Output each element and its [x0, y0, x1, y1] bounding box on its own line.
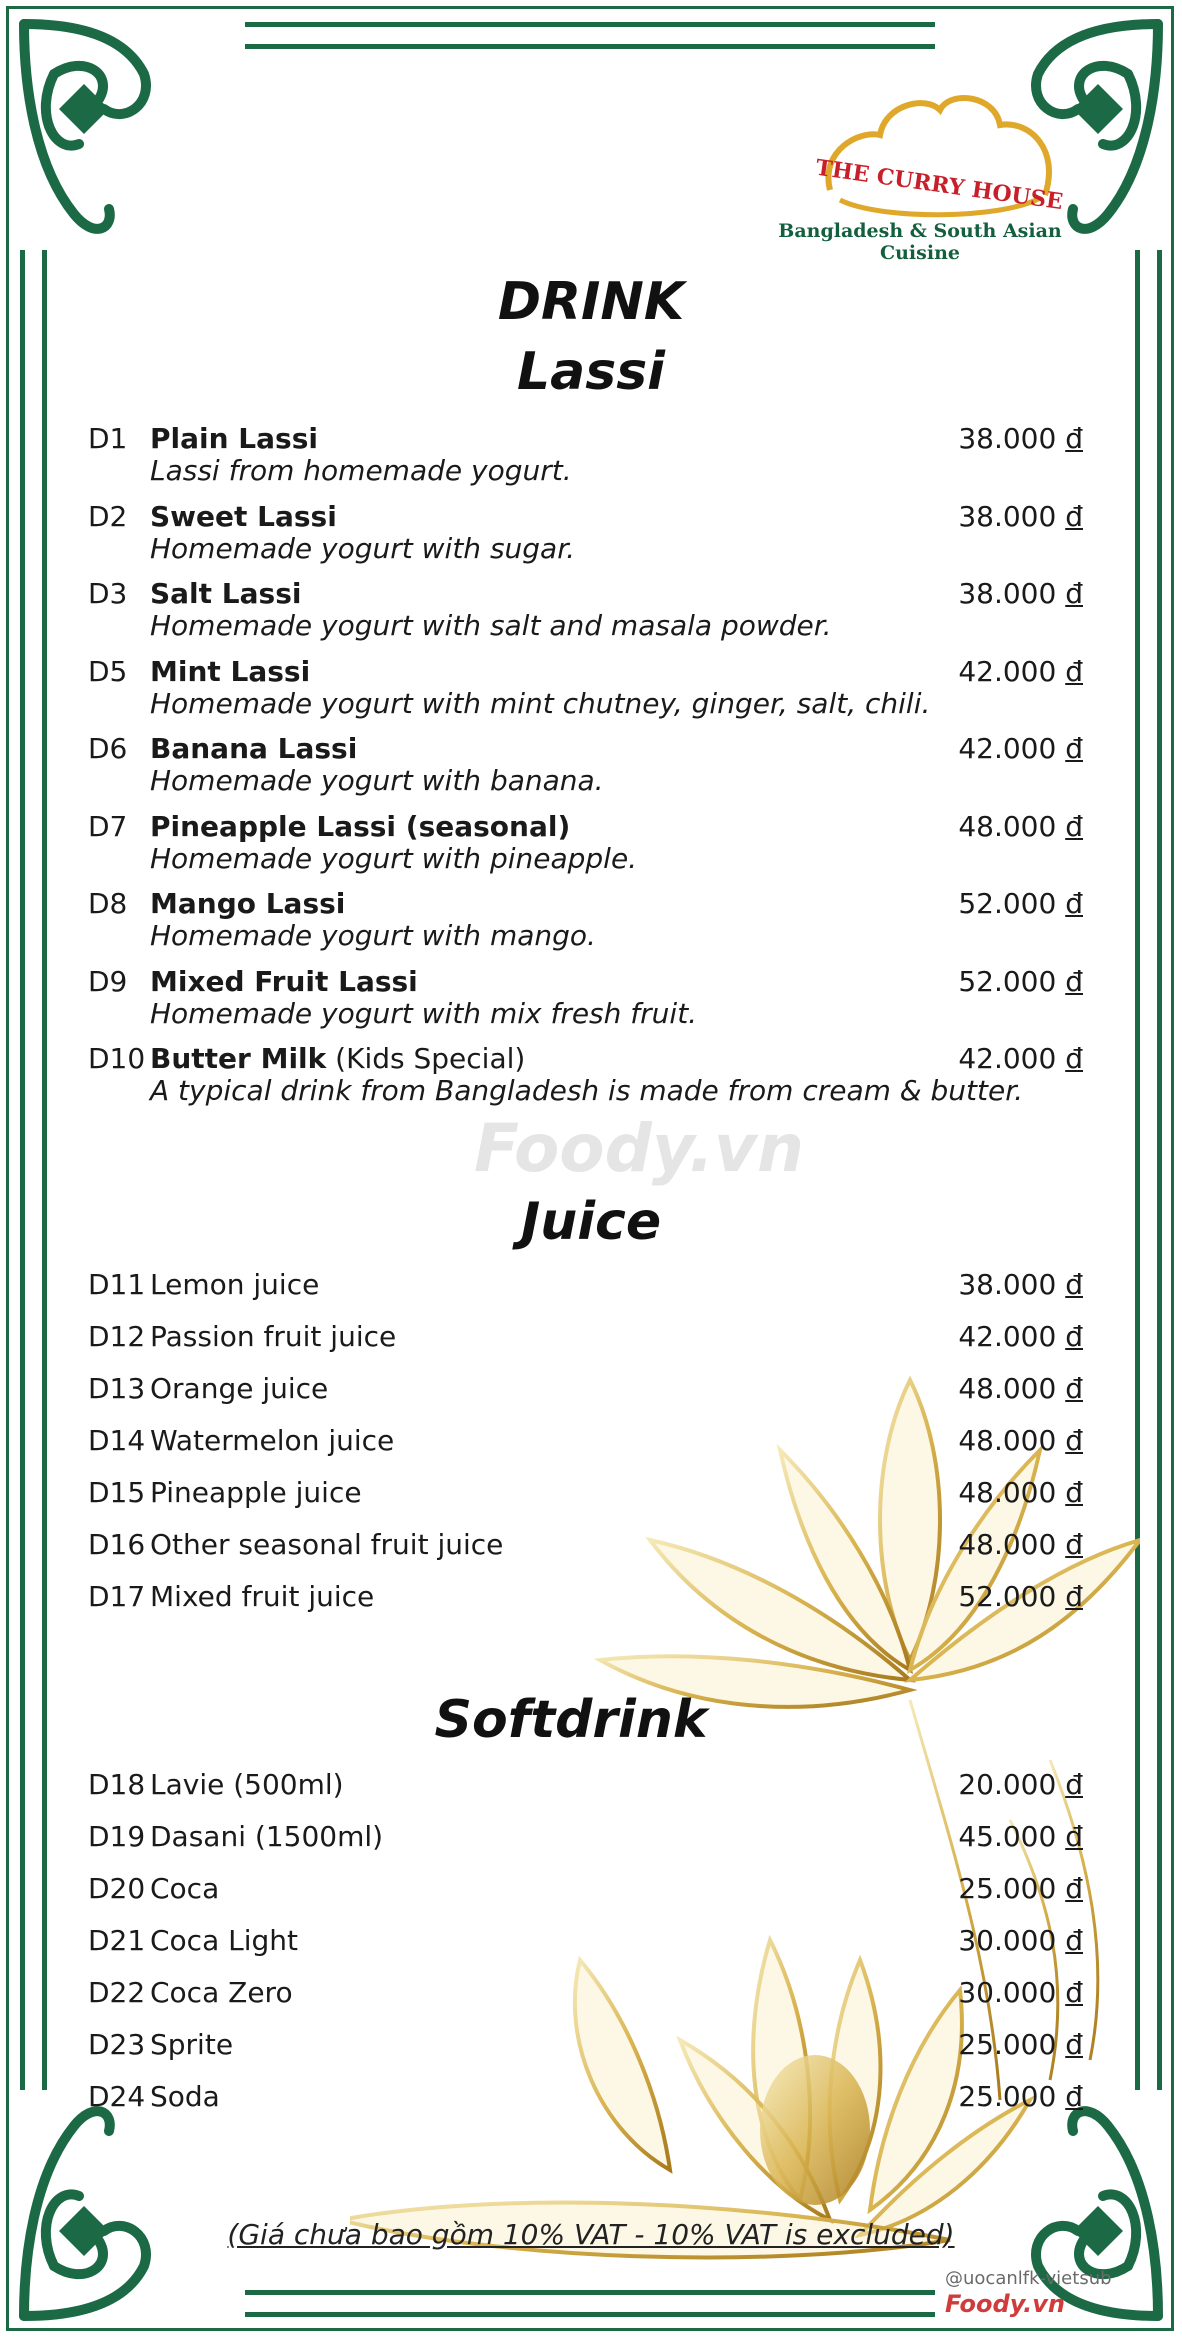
currency-symbol: đ — [1065, 1820, 1083, 1853]
item-name-line — [150, 1872, 219, 1905]
item-name-extra: (Kids Special) — [326, 1042, 526, 1075]
item-price — [958, 1424, 1083, 1457]
item-price-value: 48.000 — [958, 809, 1057, 843]
item-description: Homemade yogurt with sugar. — [150, 531, 576, 565]
item-name: Salt Lassi — [150, 577, 302, 610]
item-price-value: 20.000 — [958, 1768, 1057, 1801]
item-name: Dasani (1500ml) — [150, 1820, 384, 1853]
currency-symbol: đ — [1065, 1424, 1083, 1457]
item-price-value: 38.000 — [958, 422, 1057, 455]
item-price — [958, 1320, 1083, 1353]
currency-symbol: đ — [1065, 2028, 1083, 2061]
currency-symbol: đ — [1065, 422, 1083, 455]
item-name-line — [150, 1320, 396, 1353]
item-name-line — [150, 2080, 220, 2113]
item-code: D24 — [88, 2080, 146, 2113]
item-name: Sweet Lassi — [150, 499, 337, 533]
currency-symbol: đ — [1065, 1476, 1083, 1509]
item-price-value: 48.000 — [958, 1528, 1057, 1561]
item-name: Sprite — [150, 2028, 234, 2061]
currency-symbol: đ — [1065, 1976, 1083, 2009]
item-price — [958, 1768, 1083, 1801]
item-code: D2 — [88, 499, 128, 533]
menu-item — [88, 1528, 1083, 1568]
item-name: Orange juice — [150, 1372, 329, 1405]
item-price — [958, 577, 1083, 610]
item-price — [958, 2028, 1083, 2061]
item-price — [958, 1872, 1083, 1905]
item-name: Banana Lassi — [150, 732, 358, 765]
corner-ornament-top-left-icon — [14, 14, 164, 264]
user-credit-watermark: @uocanlfk-vietsub — [945, 2268, 1112, 2289]
left-rule-1 — [20, 250, 25, 2090]
menu-item — [88, 1372, 1083, 1412]
item-price-value: 52.000 — [958, 964, 1057, 998]
currency-symbol: đ — [1065, 1768, 1083, 1801]
item-price-value: 48.000 — [958, 1476, 1057, 1509]
currency-symbol: đ — [1065, 577, 1083, 610]
currency-symbol: đ — [1065, 1872, 1083, 1905]
section-heading-lassi: Lassi — [517, 342, 665, 402]
menu-item — [88, 1320, 1083, 1360]
menu-item — [88, 1042, 1083, 1112]
item-name: Coca — [150, 1872, 220, 1905]
item-code: D3 — [88, 577, 128, 610]
menu-item — [88, 810, 1083, 880]
currency-symbol: đ — [1065, 1528, 1083, 1561]
item-description: Homemade yogurt with mint chutney, ginger, salt, chili. — [150, 686, 931, 720]
item-name: Pineapple juice — [150, 1476, 362, 1509]
item-name-line — [150, 1924, 298, 1957]
item-code: D14 — [88, 1424, 146, 1457]
menu-item — [88, 2080, 1083, 2120]
item-code: D19 — [88, 1820, 146, 1853]
item-price — [958, 1372, 1083, 1405]
item-name: Mixed Fruit Lassi — [150, 964, 418, 998]
menu-item — [88, 1476, 1083, 1516]
menu-item — [88, 1820, 1083, 1860]
item-price — [958, 732, 1083, 765]
menu-item — [88, 1268, 1083, 1308]
item-name-line — [150, 655, 310, 688]
item-price — [958, 810, 1083, 843]
menu-item — [88, 500, 1083, 570]
item-code: D11 — [88, 1268, 146, 1301]
item-price — [958, 655, 1083, 688]
menu-item — [88, 2028, 1083, 2068]
item-code: D12 — [88, 1320, 146, 1353]
menu-item — [88, 422, 1083, 492]
item-price-value: 42.000 — [958, 1042, 1057, 1075]
vat-note: (Giá chưa bao gồm 10% VAT - 10% VAT is excluded) — [227, 2218, 955, 2251]
item-code: D23 — [88, 2028, 146, 2061]
item-price — [958, 965, 1083, 998]
item-price — [958, 1476, 1083, 1509]
item-price — [958, 1820, 1083, 1853]
item-price — [958, 1528, 1083, 1561]
item-name: Coca Zero — [150, 1976, 293, 2009]
item-code: D8 — [88, 887, 128, 920]
item-name: Lemon juice — [150, 1268, 320, 1301]
item-price — [958, 1042, 1083, 1075]
item-name-line — [150, 1476, 362, 1509]
item-description: Homemade yogurt with banana. — [150, 764, 604, 797]
item-description: Lassi from homemade yogurt. — [150, 454, 572, 487]
item-name-line — [150, 1372, 328, 1405]
item-price-value: 48.000 — [958, 1372, 1057, 1405]
item-name: Passion fruit juice — [150, 1320, 397, 1353]
item-name-line — [150, 1424, 394, 1457]
item-price-value: 30.000 — [958, 1924, 1057, 1957]
item-price-value: 38.000 — [958, 577, 1057, 610]
item-description: A typical drink from Bangladesh is made from cream & butter. — [150, 1074, 1024, 1107]
item-name: Mixed fruit juice — [150, 1580, 375, 1613]
currency-symbol: đ — [1065, 1580, 1083, 1613]
item-price-value: 30.000 — [958, 1976, 1057, 2009]
item-name-line — [150, 965, 418, 998]
item-price-value: 45.000 — [958, 1820, 1057, 1853]
item-price-value: 52.000 — [958, 1580, 1057, 1613]
item-price-value: 52.000 — [958, 887, 1057, 920]
item-name-line — [150, 577, 301, 610]
item-price — [958, 1976, 1083, 2009]
item-name: Watermelon juice — [150, 1424, 395, 1457]
logo-text: THE CURRY HOUSE — [814, 154, 1065, 216]
currency-symbol: đ — [1065, 1042, 1083, 1075]
item-name-line — [150, 887, 345, 920]
menu-item — [88, 965, 1083, 1035]
item-name-line — [150, 1268, 319, 1301]
item-name: Butter Milk — [150, 1042, 327, 1075]
item-name: Lavie (500ml) — [150, 1768, 344, 1801]
item-name-line — [150, 422, 318, 455]
menu-item — [88, 1924, 1083, 1964]
item-price-value: 38.000 — [958, 499, 1057, 533]
item-price-value: 25.000 — [958, 2028, 1057, 2061]
foody-corner-watermark: Foody.vn — [945, 2290, 1065, 2318]
currency-symbol: đ — [1065, 499, 1083, 533]
item-code: D15 — [88, 1476, 146, 1509]
item-name-line — [150, 1976, 293, 2009]
section-heading-juice: Juice — [520, 1192, 662, 1252]
item-name: Coca Light — [150, 1924, 299, 1957]
menu-item — [88, 1976, 1083, 2016]
item-price — [958, 500, 1083, 533]
item-description: Homemade yogurt with mango. — [150, 919, 596, 952]
item-code: D13 — [88, 1372, 146, 1405]
item-price-value: 25.000 — [958, 2080, 1057, 2113]
item-price — [958, 1924, 1083, 1957]
menu-item — [88, 887, 1083, 957]
item-name-line — [150, 1820, 383, 1853]
currency-symbol: đ — [1065, 732, 1083, 765]
item-price-value: 42.000 — [958, 1320, 1057, 1353]
item-name: Mint Lassi — [150, 654, 311, 688]
item-name-line — [150, 1528, 503, 1561]
item-code: D5 — [88, 654, 128, 688]
item-price — [958, 1580, 1083, 1613]
item-description: Homemade yogurt with mix fresh fruit. — [150, 996, 698, 1030]
currency-symbol: đ — [1065, 1372, 1083, 1405]
menu-item — [88, 577, 1083, 647]
item-price — [958, 422, 1083, 455]
item-code: D7 — [88, 809, 128, 843]
left-rule-2 — [42, 250, 47, 2090]
section-heading-softdrink: Softdrink — [434, 1690, 708, 1750]
right-rule-2 — [1157, 250, 1162, 2090]
item-code: D18 — [88, 1768, 146, 1801]
menu-item — [88, 732, 1083, 802]
item-code: D9 — [88, 964, 128, 998]
item-name-line — [150, 732, 357, 765]
item-price-value: 42.000 — [958, 654, 1057, 688]
currency-symbol: đ — [1065, 1268, 1083, 1301]
menu-item — [88, 1424, 1083, 1464]
top-rule-1 — [245, 22, 935, 27]
item-name: Mango Lassi — [150, 887, 346, 920]
currency-symbol: đ — [1065, 1924, 1083, 1957]
item-code: D21 — [88, 1924, 146, 1957]
item-price-value: 42.000 — [958, 732, 1057, 765]
currency-symbol: đ — [1065, 809, 1083, 843]
item-code: D17 — [88, 1580, 146, 1613]
item-name: Soda — [150, 2080, 220, 2113]
item-name-line — [150, 810, 570, 843]
item-code: D10 — [88, 1042, 146, 1075]
item-price — [958, 887, 1083, 920]
item-name-line — [150, 1768, 344, 1801]
item-code: D22 — [88, 1976, 146, 2009]
currency-symbol: đ — [1065, 964, 1083, 998]
currency-symbol: đ — [1065, 887, 1083, 920]
menu-item — [88, 655, 1083, 725]
item-code: D20 — [88, 1872, 146, 1905]
item-name: Plain Lassi — [150, 422, 318, 455]
item-description: Homemade yogurt with salt and masala powder. — [150, 609, 832, 642]
item-price — [958, 2080, 1083, 2113]
item-name-line — [150, 1042, 525, 1075]
menu-item — [88, 1872, 1083, 1912]
item-price-value: 38.000 — [958, 1268, 1057, 1301]
top-rule-2 — [245, 44, 935, 49]
menu-item — [88, 1768, 1083, 1808]
currency-symbol: đ — [1065, 1320, 1083, 1353]
menu-item — [88, 1580, 1083, 1620]
menu-title: DRINK — [497, 272, 685, 332]
item-price-value: 25.000 — [958, 1872, 1057, 1905]
currency-symbol: đ — [1065, 2080, 1083, 2113]
item-name-line — [150, 2028, 233, 2061]
item-code: D6 — [88, 732, 128, 765]
item-price-value: 48.000 — [958, 1424, 1057, 1457]
item-code: D1 — [88, 422, 128, 455]
item-name: Other seasonal fruit juice — [150, 1528, 504, 1561]
item-price — [958, 1268, 1083, 1301]
item-name-line — [150, 500, 337, 533]
item-name: Pineapple Lassi (seasonal) — [150, 809, 571, 843]
item-description: Homemade yogurt with pineapple. — [150, 841, 638, 875]
item-name-line — [150, 1580, 374, 1613]
foody-watermark: Foody.vn — [474, 1110, 804, 1187]
brand-tagline: Bangladesh & South Asian Cuisine — [778, 220, 1062, 264]
currency-symbol: đ — [1065, 654, 1083, 688]
item-code: D16 — [88, 1528, 146, 1561]
